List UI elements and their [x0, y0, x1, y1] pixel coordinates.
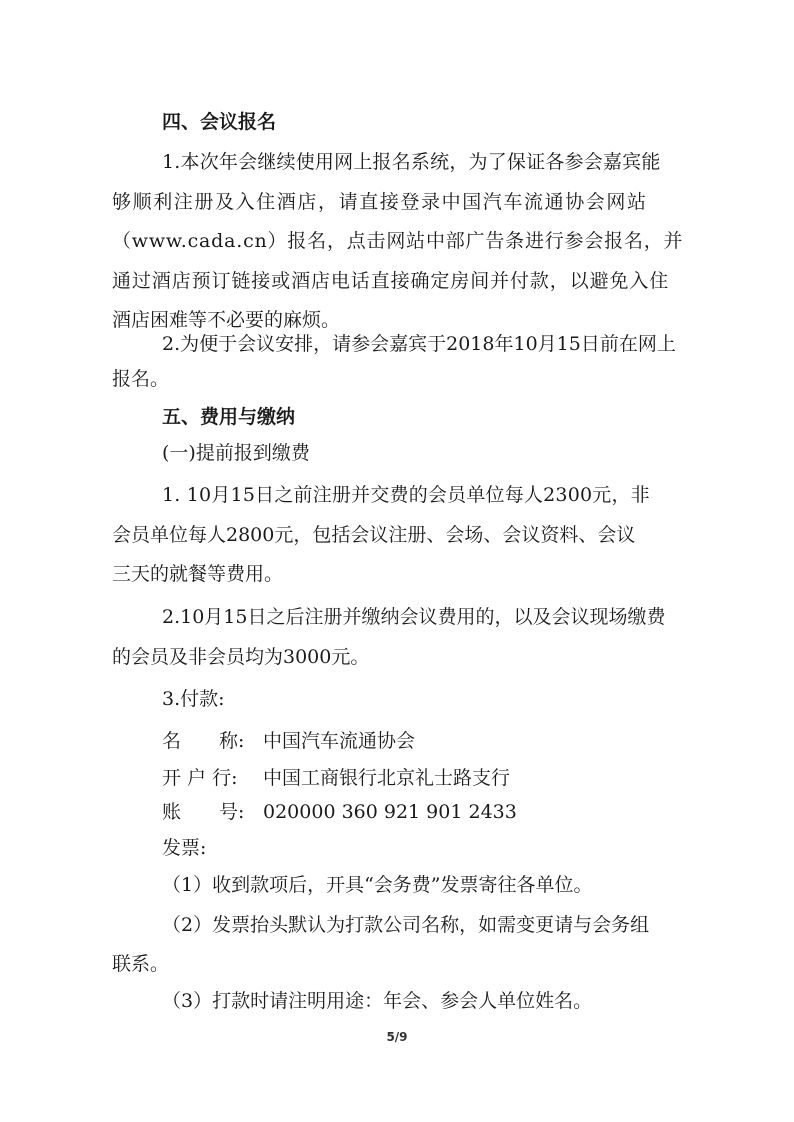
account-number-value: 020000 360 921 901 2433 [263, 801, 517, 823]
invoice-label: 发票: [162, 837, 207, 859]
paragraph-line: 1. 10月15日之前注册并交费的会员单位每人2300元，非 [162, 484, 650, 506]
section-5-heading: 五、费用与缴纳 [162, 406, 296, 428]
paragraph-line: 1.本次年会继续使用网上报名系统，为了保证各参会嘉宾能 [162, 151, 661, 173]
paragraph-line: （www.cada.cn）报名，点击网站中部广告条进行参会报名，并 [112, 230, 684, 252]
paragraph-line: 2.为便于会议安排，请参会嘉宾于2018年10月15日前在网上 [162, 333, 676, 355]
paragraph-line: 通过酒店预订链接或酒店电话直接确定房间并付款，以避免入住 [112, 270, 670, 292]
subsection-heading: (一)提前报到缴费 [162, 442, 310, 464]
page-number: 5/9 [386, 1030, 408, 1044]
account-name-label: 名 称: [162, 730, 245, 752]
invoice-item: 联系。 [112, 953, 170, 975]
paragraph-line: 报名。 [112, 368, 170, 390]
account-number-label: 账 号: [162, 801, 245, 823]
paragraph-line: 三天的就餐等费用。 [112, 563, 284, 585]
paragraph-line: 的会员及非会员均为3000元。 [112, 646, 370, 668]
invoice-item: （3）打款时请注明用途：年会、参会人单位姓名。 [162, 990, 593, 1012]
paragraph-line: 2.10月15日之后注册并缴纳会议费用的，以及会议现场缴费 [162, 606, 666, 628]
account-bank-value: 中国工商银行北京礼士路支行 [263, 767, 511, 789]
payment-label: 3.付款: [162, 688, 225, 710]
invoice-item: （2）发票抬头默认为打款公司名称，如需变更请与会务组 [162, 914, 650, 936]
paragraph-line: 够顺利注册及入住酒店，请直接登录中国汽车流通协会网站 [112, 191, 648, 213]
paragraph-line: 会员单位每人2800元，包括会议注册、会场、会议资料、会议 [112, 524, 636, 546]
invoice-item: （1）收到款项后，开具“会务费”发票寄往各单位。 [162, 874, 593, 896]
account-name-value: 中国汽车流通协会 [263, 730, 416, 752]
paragraph-line: 酒店困难等不必要的麻烦。 [112, 309, 341, 331]
section-4-heading: 四、会议报名 [162, 111, 277, 133]
account-bank-label: 开 户 行: [162, 767, 238, 789]
